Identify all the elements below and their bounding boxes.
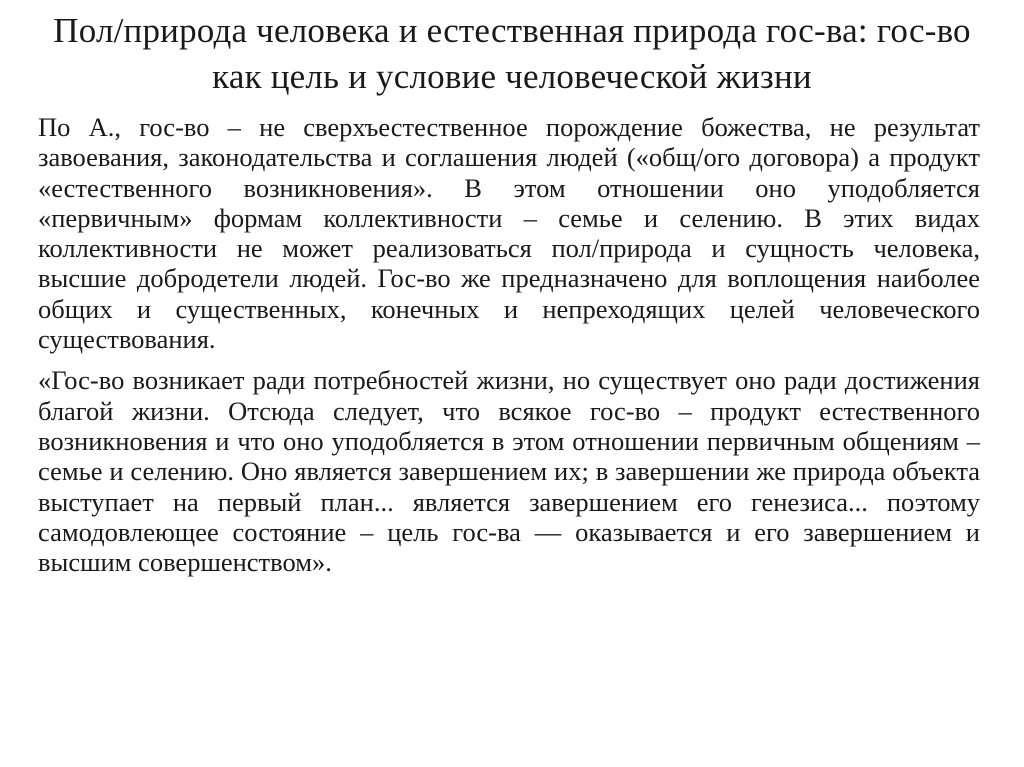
slide-title: Пол/природа человека и естественная природа гос-ва: гос-во как цель и условие человеческой жизни xyxy=(53,11,971,96)
paragraph-2-quote: «Гос-во возникает ради потребностей жизни, но существует оно ради достижения благой жизни. Отсюда следует, что всякое гос-во – продукт естественного возникновения и что оно уподобляется в этом отношении первичным общениям – семье и селению. Оно является завершением их; в завершении же природа объекта выступает на первый план... является завершением его генезиса... поэтому самодовлеющее состояние – цель гос-ва — оказывается и его завершением и высшим совершенством». xyxy=(38,365,980,578)
slide-body xyxy=(38,112,980,577)
paragraph-1: По А., гос-во – не сверхъестественное порождение божества, не результат завоевания, законодательства и соглашения людей («общ/ого договора) а продукт «естественного возникновения». В этом отношении оно уподобляется «первичным» формам коллективности – семье и селению. В этих видах коллективности не может реализоваться пол/природа и сущность человека, высшие добродетели людей. Гос-во же предназначено для воплощения наиболее общих и существенных, конечных и непреходящих целей человеческого существования. xyxy=(38,112,980,355)
